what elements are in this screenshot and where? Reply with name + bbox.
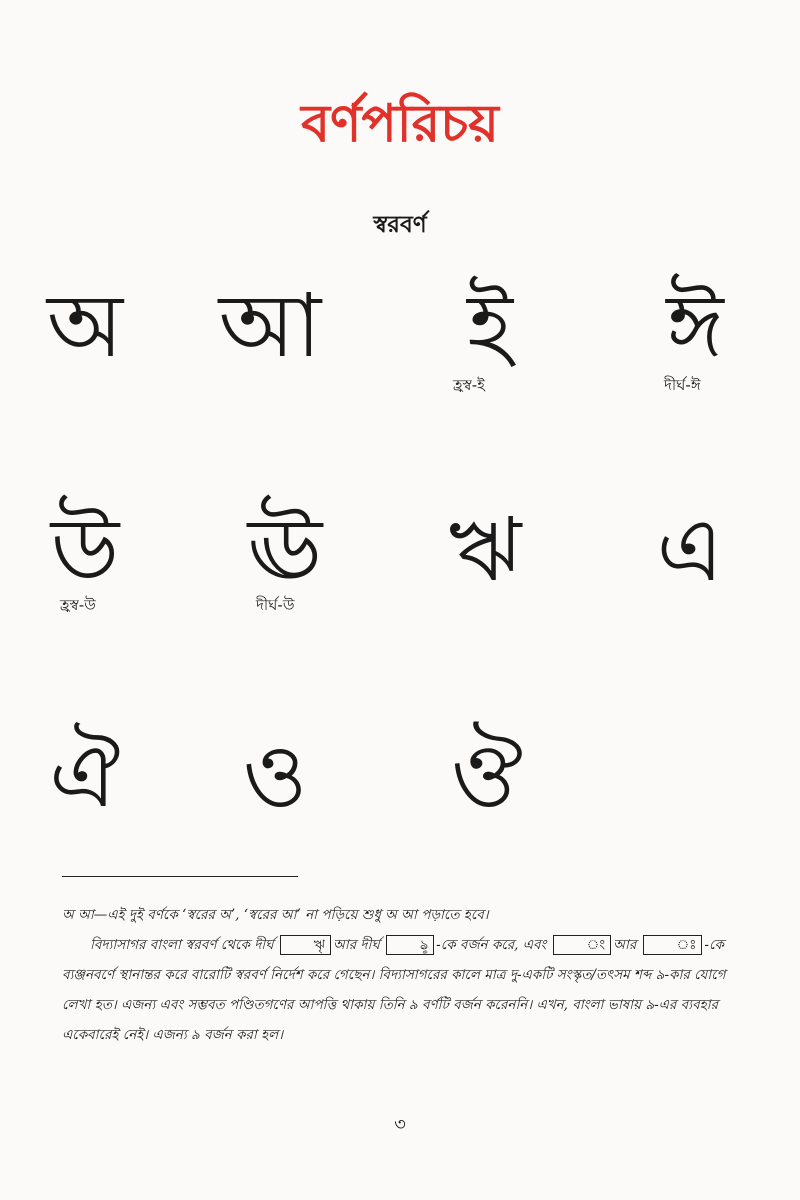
boxed-letter-rri: ৠ [280, 935, 331, 955]
letter-cell-oi [10, 724, 160, 892]
letter-cell-e [615, 498, 765, 666]
footnote-text-a: বিদ্যাসাগর বাংলা স্বরবর্ণ থেকে দীর্ঘ [90, 937, 274, 953]
letter-cell-ri [410, 498, 560, 666]
letter-cell-ou [412, 724, 562, 892]
section-title: স্বরবর্ণ [373, 212, 427, 238]
letter-e: এ [656, 498, 724, 601]
caption-ii: দীর্ঘ-ঈ [664, 376, 701, 394]
letter-uu: ঊ [247, 498, 323, 601]
caption-u: হ্রস্ব-উ [60, 596, 96, 614]
footnote-text-c: -কে বর্জন করে, এবং [436, 937, 547, 953]
letter-cell-o [200, 724, 350, 892]
letter-a: অ [46, 274, 124, 377]
letter-cell-aa [195, 274, 345, 442]
letter-oi: ঐ [49, 724, 121, 827]
letter-cell-u [10, 498, 160, 666]
boxed-letter-visarga: ঃ [643, 935, 703, 955]
footnote-line-1: অ আ—এই দুই বর্ণকে ‘স্বরের অ’, ‘স্বরের আ’ না পড়িয়ে শুধু অ আ পড়াতে হবে। [62, 907, 489, 923]
footnote-divider [62, 876, 298, 877]
footnote-text-b: আর দীর্ঘ [332, 937, 380, 953]
page-number: ৩ [394, 1114, 406, 1135]
footnote-text-e: -কে ব্যঞ্জনবর্ণে স্থানান্তর করে বারোটি স্বরবর্ণ নির্দেশ করে গেছেন। বিদ্যাসাগরের কালে মাত্র দু-একটি সংস্কৃত/তৎসম শব্দ ৯-কার যোগে লেখা হত। এজন্য এবং সম্ভবত পণ্ডিতগণের আপত্তি থাকায় তিনি ৯ বর্ণটি বর্জন করেননি। এখন, বাংলা ভাষায় ৯-এর ব্যবহার একেবারেই নেই। এজন্য ৯ বর্জন করা হল। [62, 937, 726, 1043]
boxed-letter-anusvara: ং [553, 935, 611, 955]
letter-cell-uu [210, 498, 360, 666]
footnote-text-d: আর [613, 937, 637, 953]
letter-cell-a [10, 274, 160, 442]
letter-aa: আ [218, 274, 322, 377]
page-title: বর্ণপরিচয় [301, 94, 499, 154]
letter-ri: ঋ [448, 498, 522, 601]
footnote-paragraph-2 [62, 930, 738, 1050]
letter-ou: ঔ [450, 724, 524, 827]
caption-i: হ্রস্ব-ই [453, 376, 485, 394]
letter-i: ই [467, 274, 513, 377]
letter-o: ও [242, 724, 308, 827]
letter-cell-ii [620, 274, 770, 442]
footnote [62, 900, 738, 1050]
letter-u: উ [50, 498, 120, 601]
letter-ii: ঈ [666, 274, 724, 377]
caption-uu: দীর্ঘ-উ [256, 596, 295, 614]
boxed-letter-lli: ৡ [386, 935, 434, 955]
letter-cell-i [415, 274, 565, 442]
